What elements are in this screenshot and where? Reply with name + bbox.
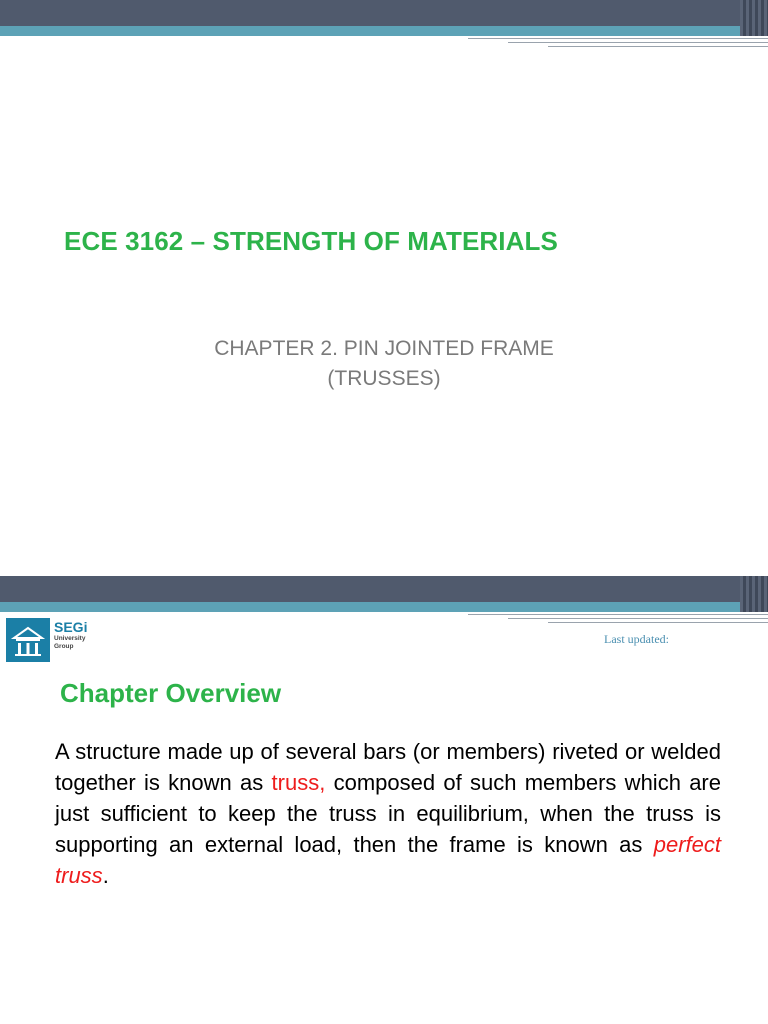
paragraph-part1: A structure made up of several bars (or members) riveted or welded together is known as (55, 739, 721, 795)
header-stripes (740, 0, 768, 36)
last-updated-label: Last updated: (604, 632, 669, 646)
overview-paragraph (55, 736, 721, 891)
paragraph-part2: composed of such members which are just sufficient to keep the truss in equilibrium, when the truss is supporting an external load, then the frame is known as (55, 770, 721, 857)
header-stripes (740, 576, 768, 612)
logo-name: SEGi (54, 619, 88, 635)
header-lines (448, 36, 768, 50)
section-title: Chapter Overview (60, 678, 282, 708)
header-bar-dark (0, 576, 768, 602)
logo-sub-line1: University (54, 635, 86, 642)
chapter-subtitle (0, 334, 768, 394)
term-truss: truss, (271, 770, 326, 795)
logo-text (54, 620, 87, 651)
university-building-icon (6, 618, 50, 662)
header-bar-dark (0, 0, 768, 26)
overview-slide (0, 576, 768, 1024)
header-lines (448, 612, 768, 626)
chapter-subtitle-line2: (TRUSSES) (327, 367, 441, 390)
logo-sub-line2: Group (54, 643, 74, 650)
paragraph-part3: . (102, 863, 109, 888)
course-title: ECE 3162 – STRENGTH OF MATERIALS (64, 226, 558, 256)
header-bar-teal (0, 26, 768, 36)
chapter-subtitle-line1: CHAPTER 2. PIN JOINTED FRAME (214, 337, 554, 360)
header-bar-teal (0, 602, 768, 612)
term-perfect-truss: perfect truss (55, 832, 721, 888)
